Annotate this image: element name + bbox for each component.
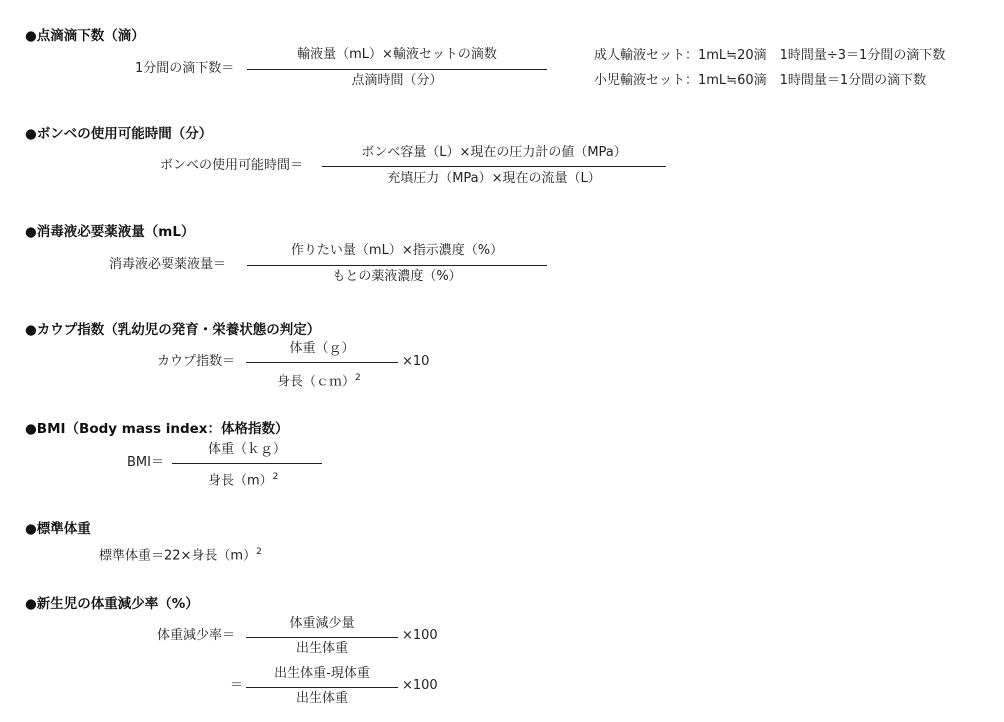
cylinder-heading: ●ボンベの使用可能時間（分） (25, 126, 213, 142)
drip-numerator: 輸液量（mL）×輸液セットの滴数 (297, 47, 497, 62)
bmi-lhs: BMI＝ (127, 455, 164, 470)
kaup-multiplier: ×10 (402, 354, 430, 369)
drip-denominator: 点滴時間（分） (351, 73, 443, 88)
newborn-lhs2: ＝ (230, 678, 244, 693)
standard-weight-formula (99, 544, 262, 564)
disinfectant-numerator: 作りたい量（mL）×指示濃度（%） (290, 243, 504, 258)
cylinder-lhs: ボンベの使用可能時間＝ (160, 158, 304, 173)
newborn-numerator2: 出生体重-現体重 (274, 666, 370, 681)
kaup-heading: ●カウプ指数（乳幼児の発育・栄養状態の判定） (25, 322, 321, 338)
cylinder-fraction-bar (322, 166, 666, 167)
drip-fraction-bar (247, 69, 547, 70)
newborn-heading: ●新生児の体重減少率（%） (25, 596, 199, 612)
bmi-exponent: 2 (272, 472, 279, 482)
kaup-lhs: カウプ指数＝ (157, 354, 236, 369)
bmi-numerator: 体重（ｋｇ） (207, 442, 286, 457)
kaup-denominator-text: 身長（ｃｍ） (277, 374, 356, 390)
standard-weight-exponent: 2 (256, 547, 262, 557)
drip-note-adult: 成人輸液セット：1mL≒20滴 1時間量÷3＝1分間の滴下数 (594, 48, 946, 63)
newborn-multiplier1: ×100 (402, 628, 438, 643)
bmi-fraction-bar (172, 463, 322, 464)
drip-note-child: 小児輸液セット：1mL≒60滴 1時間量＝1分間の滴下数 (594, 73, 927, 88)
kaup-denominator (277, 370, 361, 390)
newborn-denominator1: 出生体重 (295, 641, 348, 656)
newborn-numerator1: 体重減少量 (289, 616, 355, 631)
cylinder-numerator: ボンベ容量（L）×現在の圧力計の値（MPa） (361, 145, 627, 160)
kaup-exponent: 2 (355, 373, 361, 383)
newborn-fraction-bar1 (246, 637, 398, 638)
newborn-fraction-bar2 (246, 687, 398, 688)
newborn-multiplier2: ×100 (402, 678, 438, 693)
bmi-denominator-text: 身長（m） (208, 473, 273, 489)
kaup-numerator: 体重（ｇ） (289, 341, 355, 356)
bmi-denominator (208, 469, 278, 489)
disinfectant-heading: ●消毒液必要薬液量（mL） (25, 224, 195, 240)
standard-weight-heading: ●標準体重 (25, 521, 91, 537)
newborn-denominator2: 出生体重 (295, 691, 348, 706)
disinfectant-lhs: 消毒液必要薬液量＝ (109, 257, 227, 272)
bmi-heading: ●BMI（Body mass index：体格指数） (25, 421, 289, 437)
newborn-lhs: 体重減少率＝ (157, 628, 236, 643)
standard-weight-text: 標準体重＝22×身長（m） (99, 548, 257, 564)
disinfectant-denominator: もとの薬液濃度（%） (332, 269, 462, 284)
disinfectant-fraction-bar (247, 265, 547, 266)
cylinder-denominator: 充填圧力（MPa）×現在の流量（L） (387, 171, 601, 186)
drip-heading: ●点滴滴下数（滴） (25, 28, 145, 44)
drip-lhs: 1分間の滴下数＝ (135, 61, 235, 76)
kaup-fraction-bar (246, 362, 398, 363)
